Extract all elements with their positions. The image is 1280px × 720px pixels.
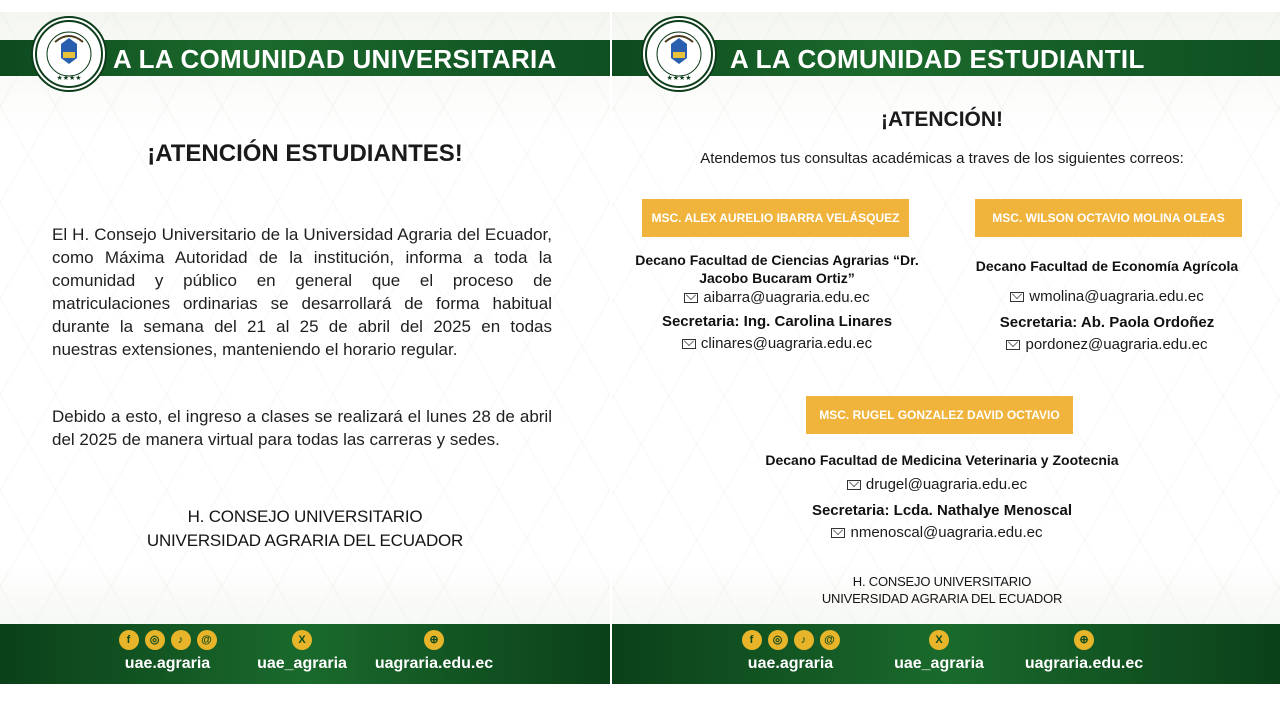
threads-icon[interactable]: @: [820, 630, 840, 650]
footer-social-group-1: [733, 630, 848, 673]
university-logo: [641, 16, 717, 92]
right-heading: ¡ATENCIÓN!: [880, 108, 1004, 131]
footer-handle-1[interactable]: uae.agraria: [124, 655, 211, 672]
university-logo: [31, 16, 107, 92]
envelope-icon: [831, 528, 845, 538]
email-row[interactable]: [642, 289, 912, 306]
intro-text: Atendemos tus consultas académicas a traves de los siguientes correos:: [700, 150, 1184, 167]
envelope-icon: [1006, 340, 1020, 350]
x-icon[interactable]: X: [292, 630, 312, 650]
right-contacts-panel: [612, 12, 1280, 684]
email-address[interactable]: pordonez@uagraria.edu.ec: [1025, 336, 1208, 353]
left-header-title: A LA COMUNIDAD UNIVERSITARIA: [113, 44, 557, 74]
globe-icon[interactable]: ⊕: [1074, 630, 1094, 650]
signature-line-1: H. CONSEJO UNIVERSITARIO: [852, 574, 1032, 589]
contact-name-tag: MSC. ALEX AURELIO IBARRA VELÁSQUEZ: [642, 199, 909, 237]
dean-title: Decano Facultad de Medicina Veterinaria y Zootecnia: [765, 452, 1119, 468]
left-footer: [0, 624, 610, 684]
instagram-icon[interactable]: ◎: [145, 630, 165, 650]
envelope-icon: [847, 480, 861, 490]
envelope-icon: [684, 293, 698, 303]
email-address[interactable]: wmolina@uagraria.edu.ec: [1029, 288, 1204, 305]
tiktok-icon[interactable]: ♪: [171, 630, 191, 650]
secretary-name: Secretaria: Lcda. Nathalye Menoscal: [811, 502, 1073, 519]
dean-title: Decano Facultad de Ciencias Agrarias “Dr. Jacobo Bucaram Ortiz”: [635, 252, 919, 286]
right-header-title: A LA COMUNIDAD ESTUDIANTIL: [730, 44, 1145, 74]
footer-website-group: [370, 630, 498, 673]
threads-icon[interactable]: @: [197, 630, 217, 650]
email-address[interactable]: aibarra@uagraria.edu.ec: [703, 289, 870, 306]
dean-title: Decano Facultad de Economía Agrícola: [975, 258, 1239, 274]
university-seal-icon: [33, 18, 105, 90]
envelope-icon: [1010, 292, 1024, 302]
svg-text:★★★★: ★★★★: [56, 75, 82, 82]
svg-text:★★★★: ★★★★: [666, 75, 692, 82]
email-address[interactable]: nmenoscal@uagraria.edu.ec: [850, 524, 1043, 541]
x-icon[interactable]: X: [929, 630, 949, 650]
signature-line-2: UNIVERSIDAD AGRARIA DEL ECUADOR: [821, 591, 1063, 606]
email-row[interactable]: [802, 476, 1072, 493]
facebook-icon[interactable]: f: [119, 630, 139, 650]
contact-name-tag: MSC. RUGEL GONZALEZ DAVID OCTAVIO: [806, 396, 1073, 434]
right-footer: [612, 624, 1280, 684]
contact-name-tag: MSC. WILSON OCTAVIO MOLINA OLEAS: [975, 199, 1242, 237]
footer-social-group-2: [889, 630, 989, 673]
footer-website[interactable]: uagraria.edu.ec: [374, 655, 494, 672]
email-row[interactable]: [972, 336, 1242, 353]
tiktok-icon[interactable]: ♪: [794, 630, 814, 650]
envelope-icon: [682, 339, 696, 349]
footer-handle-2[interactable]: uae_agraria: [257, 655, 347, 672]
email-address[interactable]: clinares@uagraria.edu.ec: [700, 335, 873, 352]
footer-handle-2[interactable]: uae_agraria: [894, 655, 984, 672]
instagram-icon[interactable]: ◎: [768, 630, 788, 650]
announcement-paragraph-1: El H. Consejo Universitario de la Universidad Agraria del Ecuador, como Máxima Autoridad de la institución, informa a toda la comunidad y público en general que el proceso de matriculaciones ordinarias se desarrollará de forma habitual durante la semana del 21 al 25 de abril del 2025 en todas nuestras extensiones, manteniendo el horario regular.: [52, 225, 552, 359]
footer-social-group-2: [252, 630, 352, 673]
signature-line-1: H. CONSEJO UNIVERSITARIO: [187, 507, 423, 526]
signature-line-2: UNIVERSIDAD AGRARIA DEL ECUADOR: [146, 531, 464, 550]
university-seal-icon: [643, 18, 715, 90]
email-row[interactable]: [802, 524, 1072, 541]
footer-social-group-1: [110, 630, 225, 673]
secretary-name: Secretaria: Ab. Paola Ordoñez: [999, 314, 1215, 331]
footer-handle-1[interactable]: uae.agraria: [747, 655, 834, 672]
email-row[interactable]: [972, 288, 1242, 305]
footer-website[interactable]: uagraria.edu.ec: [1024, 655, 1144, 672]
secretary-name: Secretaria: Ing. Carolina Linares: [661, 313, 893, 330]
left-announcement-panel: [0, 12, 610, 684]
footer-website-group: [1019, 630, 1149, 673]
email-row[interactable]: [642, 335, 912, 352]
globe-icon[interactable]: ⊕: [424, 630, 444, 650]
announcement-paragraph-2: Debido a esto, el ingreso a clases se realizará el lunes 28 de abril del 2025 de manera virtual para todas las carreras y sedes.: [52, 407, 552, 449]
facebook-icon[interactable]: f: [742, 630, 762, 650]
email-address[interactable]: drugel@uagraria.edu.ec: [865, 476, 1028, 493]
left-heading: ¡ATENCIÓN ESTUDIANTES!: [147, 140, 463, 167]
